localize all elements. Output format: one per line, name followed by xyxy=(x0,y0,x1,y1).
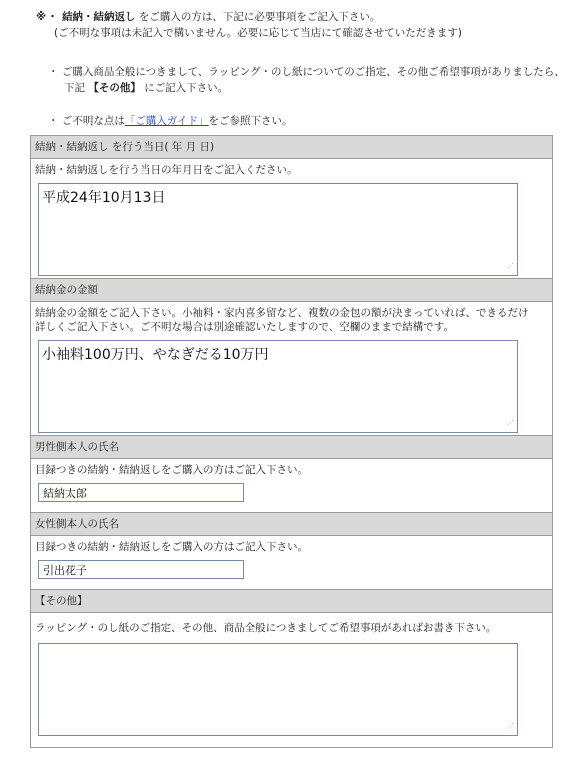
section-header-amount: 結納金の金額 xyxy=(31,278,552,302)
other-emphasis: 【その他】 xyxy=(88,82,141,94)
section-header-date: 結納・結納返し を行う当日( 年 月 日) xyxy=(31,136,552,159)
field-description-2: 詳しくご記入下さい。ご不明な場合は別途確認いたしますので、空欄のままで結構です。 xyxy=(35,321,454,333)
order-form xyxy=(30,135,553,748)
section-header-groom: 男性側本人の氏名 xyxy=(31,435,552,459)
instruction-text: 下記 xyxy=(64,82,85,94)
instruction-text: をご購入の方は、下記に必要事項をご記入下さい。 xyxy=(138,11,381,23)
instruction-text: にご記入下さい。 xyxy=(144,82,229,94)
section-header-bride: 女性側本人の氏名 xyxy=(31,512,552,536)
instruction-line-4 xyxy=(64,81,228,95)
section-header-other: 【その他】 xyxy=(31,589,552,613)
purchase-guide-link[interactable]: 「ご購入ガイド」 xyxy=(124,115,209,127)
other-requests-textarea[interactable] xyxy=(38,643,518,736)
note-mark: ※・ xyxy=(36,11,59,23)
instruction-line-1 xyxy=(36,10,380,24)
textarea-wrapper xyxy=(35,643,521,736)
section-body-other xyxy=(31,613,552,747)
yuino-amount-textarea[interactable] xyxy=(38,340,518,433)
section-body-bride xyxy=(31,536,552,589)
instruction-line-3: ・ ご購入商品全般につきまして、ラッピング・のし紙についてのご指定、その他ご希望事項がありましたら、 xyxy=(48,66,565,78)
section-body-amount xyxy=(31,302,552,435)
instruction-line-2: (ご不明な事項は未記入で構いません。必要に応じて当店にて確認させていただきます) xyxy=(54,27,462,39)
resize-grip-icon[interactable]: ⋰ xyxy=(507,419,514,427)
ceremony-date-textarea[interactable] xyxy=(38,183,518,276)
field-description: ラッピング・のし紙のご指定、その他、商品全般につきましてご希望事項があればお書き下さい。 xyxy=(35,622,497,634)
textarea-wrapper xyxy=(35,183,521,276)
section-body-groom xyxy=(31,459,552,512)
bride-name-input[interactable] xyxy=(38,560,244,579)
section-body-date xyxy=(31,159,552,278)
field-description: 結納・結納返しを行う当日の年月日をご記入ください。 xyxy=(35,164,298,176)
instruction-text: ・ ご不明な点は xyxy=(48,115,125,127)
field-description: 目録つきの結納・結納返しをご購入の方はご記入下さい。 xyxy=(35,541,308,553)
instruction-text: をご参照下さい。 xyxy=(208,115,293,127)
field-description: 目録つきの結納・結納返しをご購入の方はご記入下さい。 xyxy=(35,464,308,476)
instruction-line-5 xyxy=(48,114,293,128)
field-description-1: 結納金の金額をご記入下さい。小袖料・家内喜多留など、複数の金包の額が決まっていれば、できるだけ xyxy=(35,307,529,319)
resize-grip-icon[interactable]: ⋰ xyxy=(507,262,514,270)
groom-name-input[interactable] xyxy=(38,483,244,502)
resize-grip-icon[interactable]: ⋰ xyxy=(507,722,514,730)
textarea-wrapper xyxy=(35,340,521,433)
yuino-emphasis: 結納・結納返し xyxy=(62,11,136,23)
